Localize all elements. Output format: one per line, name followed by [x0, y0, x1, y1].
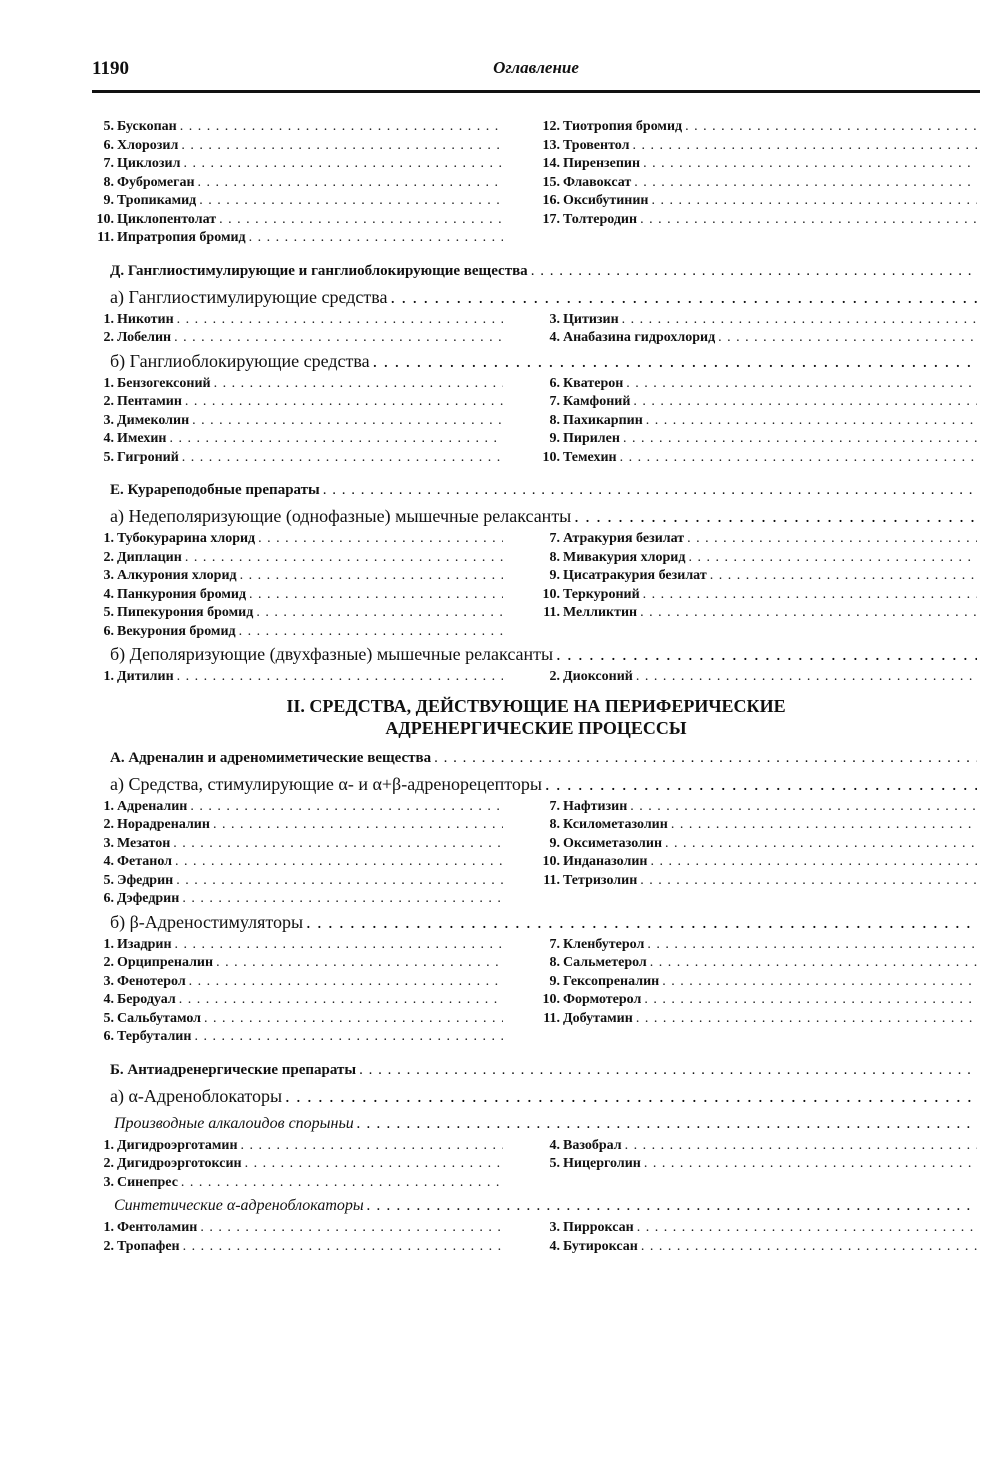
- entry-title: Кватерон: [563, 375, 624, 391]
- entry-title: Бускопан: [117, 119, 177, 134]
- entry-number: 2.: [103, 330, 114, 345]
- subsection-heading: б) Деполяризующие (двухфазные) мышечные релаксанты . . .: [92, 641, 980, 668]
- entry-number: 4.: [103, 992, 114, 1007]
- entry-number: 6.: [103, 623, 114, 639]
- page-number: 1190: [92, 58, 129, 79]
- entry-number: 5.: [103, 119, 114, 134]
- entry-number: 1.: [103, 531, 114, 546]
- entry-number: 3.: [103, 1174, 114, 1190]
- subsection-heading: а) Ганглиостимулирующие средства . . .: [92, 284, 980, 311]
- entry-title: Нафтизин: [563, 798, 628, 814]
- entry-number: 5.: [103, 449, 114, 465]
- entry-number: 8.: [549, 549, 560, 565]
- entry-number: 10.: [542, 586, 560, 602]
- entry-number: 6.: [103, 137, 114, 153]
- entry-number: 1.: [103, 1220, 114, 1235]
- entry-title: Инданазолин: [563, 854, 648, 869]
- entry-title: Фетанол: [117, 854, 173, 869]
- entry-title: Тропафен: [117, 1238, 180, 1254]
- entry-number: 3.: [103, 568, 114, 583]
- entry-number: 9.: [549, 431, 560, 446]
- entry-title: Атракурия безилат: [563, 531, 685, 546]
- entry-number: 17.: [542, 211, 560, 227]
- entry-title: Алкурония хлорид: [117, 568, 237, 583]
- entry-title: Пирроксан: [563, 1220, 634, 1235]
- entry-number: 8.: [549, 817, 560, 832]
- entry-title: Тиотропия бромид: [563, 119, 683, 134]
- entry-title: Тропикамид: [117, 193, 197, 208]
- section-heading: А. Адреналин и адреномиметические вещества . . .: [92, 745, 980, 771]
- entry-number: 8.: [549, 412, 560, 428]
- entry-title: Изадрин: [117, 936, 172, 952]
- header-rule: [92, 90, 980, 93]
- entry-title: Бутироксан: [563, 1238, 638, 1254]
- entry-number: 2.: [103, 955, 114, 970]
- entry-title: Тубокурарина хлорид: [117, 531, 256, 546]
- entry-number: 5.: [103, 872, 114, 888]
- entry-title: Теркуроний: [563, 586, 640, 602]
- entry-number: 2.: [103, 1156, 114, 1171]
- entry-number: 1.: [103, 1137, 114, 1153]
- entry-title: Сальметерол: [563, 955, 647, 970]
- section-heading: Б. Антиадренергические препараты . . .: [92, 1057, 980, 1083]
- entry-number: 5.: [549, 1156, 560, 1171]
- entry-number: 6.: [549, 375, 560, 391]
- entry-title: Диоксоний: [563, 669, 633, 684]
- entry-title: Дигидроэрготоксин: [117, 1156, 242, 1171]
- entry-number: 7.: [549, 531, 560, 546]
- entry-number: 9.: [549, 973, 560, 989]
- entry-title: Анабазина гидрохлорид: [563, 330, 716, 345]
- entry-title: Фентоламин: [117, 1220, 198, 1235]
- entry-number: 7.: [549, 936, 560, 952]
- entry-number: 9.: [549, 568, 560, 583]
- subsection-heading: а) Средства, стимулирующие α- и α+β-адренорецепторы . . .: [92, 771, 980, 798]
- entry-title: Димеколин: [117, 412, 190, 428]
- running-title: Оглавление: [493, 58, 579, 77]
- entry-title: Хлорозил: [117, 137, 179, 153]
- entry-number: 16.: [542, 193, 560, 208]
- entry-title: Тербуталин: [117, 1029, 192, 1044]
- subsection-heading: б) Ганглиоблокирующие средства . . .: [92, 348, 980, 375]
- entry-number: 1.: [103, 798, 114, 814]
- entry-number: 6.: [103, 891, 114, 906]
- entry-title: Пирензепин: [563, 156, 641, 171]
- entry-number: 4.: [549, 1238, 560, 1254]
- entry-number: 9.: [549, 835, 560, 851]
- entry-title: Пипекурония бромид: [117, 605, 254, 620]
- entry-title: Пахикарпин: [563, 412, 643, 428]
- entry-title: Вазобрал: [563, 1137, 622, 1153]
- subsection-heading: Синтетические α-адреноблокаторы . . .: [92, 1192, 980, 1219]
- entry-number: 12.: [542, 119, 560, 134]
- entry-number: 1.: [103, 936, 114, 952]
- entry-title: Гексопреналин: [563, 973, 660, 989]
- entry-number: 11.: [543, 872, 560, 888]
- entry-number: 2.: [103, 549, 114, 565]
- entry-title: Формотерол: [563, 992, 642, 1007]
- subsection-heading: Производные алкалоидов спорыньи . . .: [92, 1110, 980, 1137]
- part-title-line: АДРЕНЕРГИЧЕСКИЕ ПРОЦЕССЫ: [385, 717, 687, 738]
- entry-title: Панкурония бромид: [117, 586, 247, 602]
- entry-title: Орципреналин: [117, 955, 214, 970]
- entry-number: 4.: [103, 854, 114, 869]
- section-heading: Д. Ганглиостимулирующие и ганглиоблокирующие вещества . . .: [92, 258, 980, 284]
- entry-number: 4.: [103, 586, 114, 602]
- entry-number: 2.: [549, 669, 560, 684]
- entry-number: 7.: [549, 798, 560, 814]
- page-header: [92, 58, 980, 86]
- entry-grid: [92, 1219, 980, 1256]
- entry-number: 14.: [542, 156, 560, 171]
- entry-number: 3.: [549, 1220, 560, 1235]
- entry-title: Циклопентолат: [117, 211, 217, 227]
- entry-number: 5.: [103, 1010, 114, 1026]
- entry-title: Дэфедрин: [117, 891, 180, 906]
- entry-title: Мивакурия хлорид: [563, 549, 686, 565]
- entry-number: 3.: [103, 973, 114, 989]
- entry-title: Ницерголин: [563, 1156, 641, 1171]
- entry-number: 8.: [549, 955, 560, 970]
- subsection-heading: а) α-Адреноблокаторы . . .: [92, 1083, 980, 1110]
- entry-number: 10.: [542, 449, 560, 465]
- entry-number: 15.: [542, 174, 560, 190]
- right-column: [536, 1219, 980, 1256]
- entry-number: 4.: [103, 431, 114, 446]
- entry-title: Эфедрин: [117, 872, 174, 888]
- entry-title: Адреналин: [117, 798, 188, 814]
- entry-title: Бензогексоний: [117, 375, 211, 391]
- entry-title: Лобелин: [117, 330, 172, 345]
- table-of-contents: [92, 118, 980, 1256]
- entry-title: Никотин: [117, 311, 174, 327]
- entry-title: Оксибутинин: [563, 193, 649, 208]
- entry-title: Фубромеган: [117, 174, 195, 190]
- entry-number: 4.: [549, 1137, 560, 1153]
- entry-title: Норадреналин: [117, 817, 210, 832]
- entry-number: 11.: [543, 605, 560, 620]
- entry-number: 10.: [542, 854, 560, 869]
- entry-number: 13.: [542, 137, 560, 153]
- entry-number: 7.: [549, 394, 560, 409]
- entry-title: Мелликтин: [563, 605, 638, 620]
- entry-title: Ипратропия бромид: [117, 230, 246, 245]
- entry-title: Фенотерол: [117, 973, 186, 989]
- entry-number: 11.: [97, 230, 114, 245]
- entry-title: Тетризолин: [563, 872, 638, 888]
- entry-number: 1.: [103, 375, 114, 391]
- entry-title: Тровентол: [563, 137, 630, 153]
- subsection-heading: а) Недеполяризующие (однофазные) мышечные релаксанты . . .: [92, 503, 980, 530]
- section-heading: Е. Курареподобные препараты . . .: [92, 477, 980, 503]
- entry-title: Пирилен: [563, 431, 620, 446]
- entry-number: 4.: [549, 330, 560, 345]
- entry-title: Оксиметазолин: [563, 835, 663, 851]
- entry-number: 7.: [103, 156, 114, 171]
- entry-title: Имехин: [117, 431, 167, 446]
- entry-number: 8.: [103, 174, 114, 190]
- entry-title: Дитилин: [117, 669, 174, 684]
- entry-title: Темехин: [563, 449, 617, 465]
- entry-number: 2.: [103, 394, 114, 409]
- entry-title: Циклозил: [117, 156, 181, 171]
- entry-page: [92, 118, 1000, 1458]
- entry-title: Диплацин: [117, 549, 182, 565]
- entry-number: 3.: [549, 311, 560, 327]
- entry-title: Дигидроэрготамин: [117, 1137, 238, 1153]
- subsection-heading: б) β-Адреностимуляторы . . .: [92, 909, 980, 936]
- entry-title: Камфоний: [563, 394, 631, 409]
- entry-number: 6.: [103, 1029, 114, 1044]
- part-title-line: II. СРЕДСТВА, ДЕЙСТВУЮЩИЕ НА ПЕРИФЕРИЧЕСКИЕ: [286, 695, 786, 716]
- entry-number: 11.: [543, 1010, 560, 1026]
- entry-title: Сальбутамол: [117, 1010, 202, 1026]
- entry-number: 10.: [542, 992, 560, 1007]
- entry-title: Кленбутерол: [563, 936, 645, 952]
- entry-title: Добутамин: [563, 1010, 633, 1026]
- entry-title: Векурония бромид: [117, 623, 236, 639]
- entry-title: Толтеродин: [563, 211, 638, 227]
- entry-number: 10.: [96, 211, 114, 227]
- entry-title: Беродуал: [117, 992, 176, 1007]
- toc-entry: [536, 1238, 980, 1257]
- entry-title: Мезатон: [117, 835, 171, 851]
- entry-title: Пентамин: [117, 394, 182, 409]
- entry-number: 2.: [103, 817, 114, 832]
- entry-title: Ксилометазолин: [563, 817, 668, 832]
- entry-number: 1.: [103, 311, 114, 327]
- entry-number: 3.: [103, 835, 114, 851]
- entry-title: Гигроний: [117, 449, 179, 465]
- entry-number: 5.: [103, 605, 114, 620]
- entry-number: 2.: [103, 1238, 114, 1254]
- entry-number: 9.: [103, 193, 114, 208]
- entry-title: Цисатракурия безилат: [563, 568, 707, 583]
- entry-number: 1.: [103, 669, 114, 684]
- entry-title: Цитизин: [563, 311, 619, 327]
- entry-title: Флавоксат: [563, 174, 632, 190]
- entry-number: 3.: [103, 412, 114, 428]
- entry-title: Синепрес: [117, 1174, 178, 1190]
